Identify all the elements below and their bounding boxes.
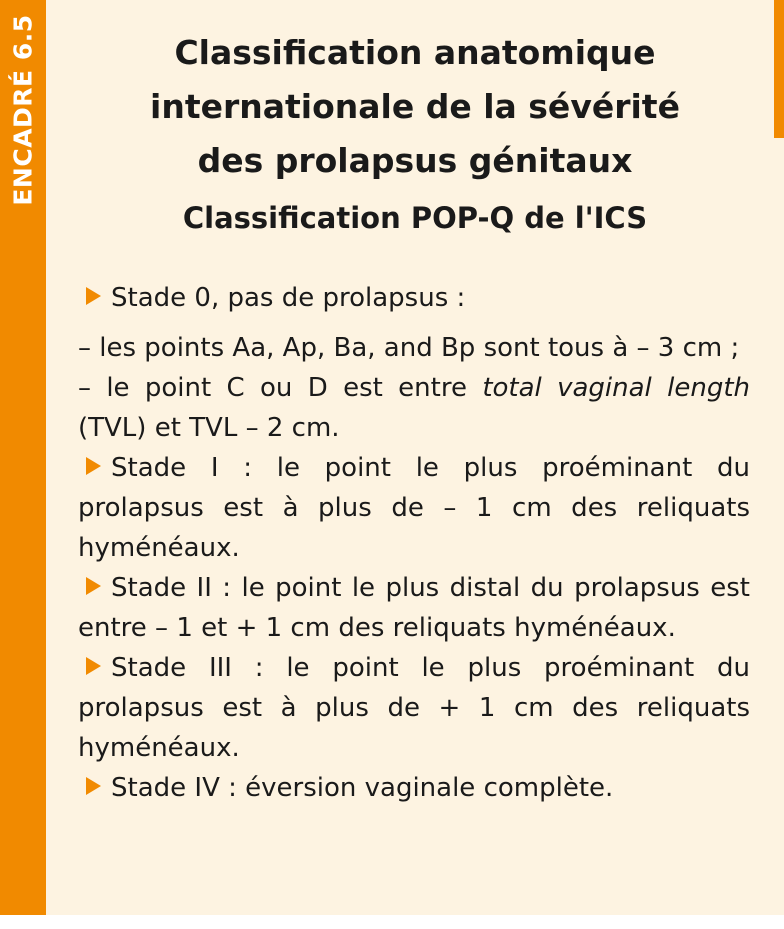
box-title [46,26,784,188]
triangle-right-icon [86,777,101,795]
title-line: internationale de la sévérité [150,87,680,126]
triangle-right-icon [86,657,101,675]
stage-0-item [78,368,750,448]
stage-3 [78,648,750,768]
stage-4 [78,768,750,808]
stage-0-item-italic: total vaginal length [482,373,750,403]
stage-text: Stade III : le point le plus proéminant du prolapsus est à plus de + 1 cm des reliquats hyménéaux. [78,653,750,763]
stage-list [78,278,750,808]
triangle-right-icon [86,457,101,475]
title-line: des prolapsus génitaux [197,141,633,180]
stage-0-label: Stade 0, pas de prolapsus : [111,283,466,313]
encadre-label: ENCADRÉ 6.5 [8,14,38,206]
stage-text: Stade I : le point le plus proéminant du prolapsus est à plus de – 1 cm des reliquats hyménéaux. [78,453,750,563]
stage-0 [78,278,750,318]
stage-0-item-text: (TVL) et TVL – 2 cm. [78,413,340,443]
triangle-right-icon [86,577,101,595]
stage-0-item: – les points Aa, Ap, Ba, and Bp sont tous à – 3 cm ; [78,333,740,363]
box-subtitle: Classification POP-Q de l'ICS [182,201,648,235]
stage-1 [78,448,750,568]
title-line: Classification anatomique [174,33,656,72]
side-band [0,0,46,915]
stage-2 [78,568,750,648]
stage-text: Stade IV : éversion vaginale complète. [111,773,614,803]
stage-0-item-text: – le point C ou D est entre [78,373,483,403]
stage-text: Stade II : le point le plus distal du prolapsus est entre – 1 et + 1 cm des reliquats hyménéaux. [78,573,750,643]
triangle-right-icon [86,287,101,305]
